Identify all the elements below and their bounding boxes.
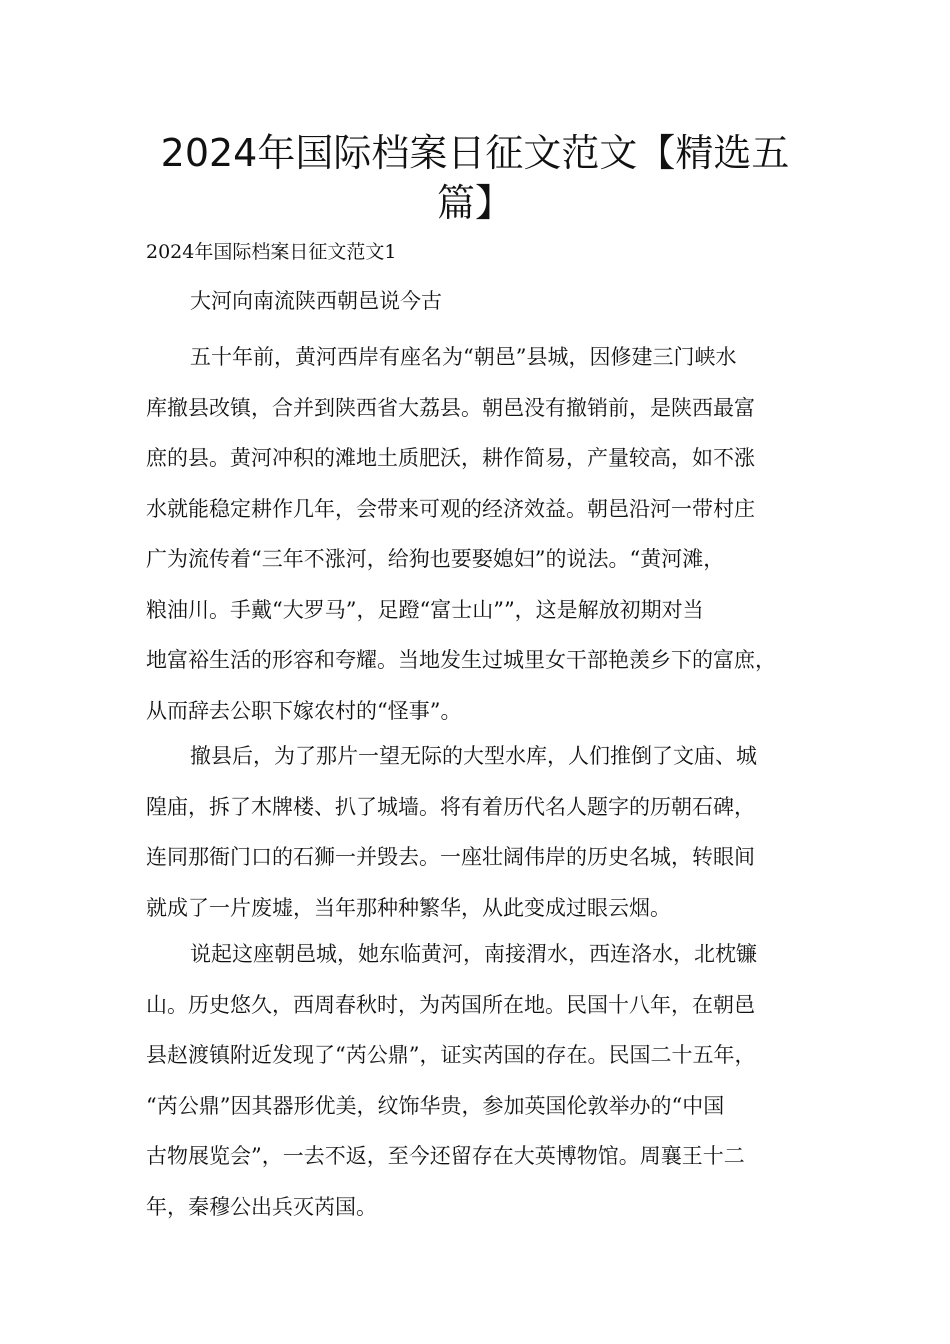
paragraph-line: 隍庙，拆了木牌楼、扒了城墙。将有着历代名人题字的历朝石碑， [146, 794, 755, 819]
paragraph-3 [146, 929, 826, 1232]
paragraph-line: 粮油川。手戴“大罗马”，足蹬“富士山””，这是解放初期对当 [146, 597, 704, 622]
paragraph-line: 撤县后，为了那片一望无际的大型水库，人们推倒了文庙、城 [190, 744, 757, 768]
paragraph-line: 县赵渡镇附近发现了“芮公鼎”，证实芮国的存在。民国二十五年， [146, 1043, 756, 1067]
paragraph-line: 库撤县改镇，合并到陕西省大荔县。朝邑没有撤销前，是陕西最富 [146, 395, 755, 420]
title-line-1: 2024年国际档案日征文范文【精选五 [160, 131, 790, 175]
paragraph-line: 就成了一片废墟，当年那种种繁华，从此变成过眼云烟。 [146, 895, 671, 920]
paragraph-line: 年，秦穆公出兵灭芮国。 [146, 1194, 377, 1219]
paragraph-line: 山。历史悠久，西周春秋时，为芮国所在地。民国十八年，在朝邑 [146, 992, 755, 1017]
paragraph-line: 庶的县。黄河冲积的滩地土质肥沃，耕作简易，产量较高，如不涨 [146, 446, 755, 470]
article-heading: 大河向南流陕西朝邑说今古 [190, 289, 442, 313]
paragraph-line: 连同那衙门口的石狮一并毁去。一座壮阔伟岸的历史名城，转眼间 [146, 845, 755, 869]
paragraph-line: 五十年前，黄河西岸有座名为“朝邑”县城，因修建三门峡水 [190, 345, 737, 369]
paragraph-1 [146, 332, 826, 736]
paragraph-line: 广为流传着“三年不涨河，给狗也要娶媳妇”的说法。“黄河滩， [146, 547, 725, 571]
paragraph-line: 地富裕生活的形容和夸耀。当地发生过城里女干部艳羡乡下的富庶， [146, 648, 776, 672]
paragraph-line: 说起这座朝邑城，她东临黄河，南接渭水，西连洛水，北枕镰 [190, 942, 757, 966]
article-subtitle: 2024年国际档案日征文范文1 [146, 241, 397, 263]
paragraph-line: 古物展览会”，一去不返，至今还留存在大英博物馆。周襄王十二 [146, 1144, 745, 1168]
paragraph-2 [146, 731, 826, 933]
paragraph-line: 水就能稳定耕作几年，会带来可观的经济效益。朝邑沿河一带村庄 [146, 496, 755, 521]
title-line-2: 篇】 [436, 181, 513, 225]
paragraph-line: “芮公鼎”因其器形优美，纹饰华贵，参加英国伦敦举办的“中国 [146, 1093, 725, 1118]
document-title [120, 128, 830, 228]
paragraph-line: 从而辞去公职下嫁农村的“怪事”。 [146, 698, 462, 723]
